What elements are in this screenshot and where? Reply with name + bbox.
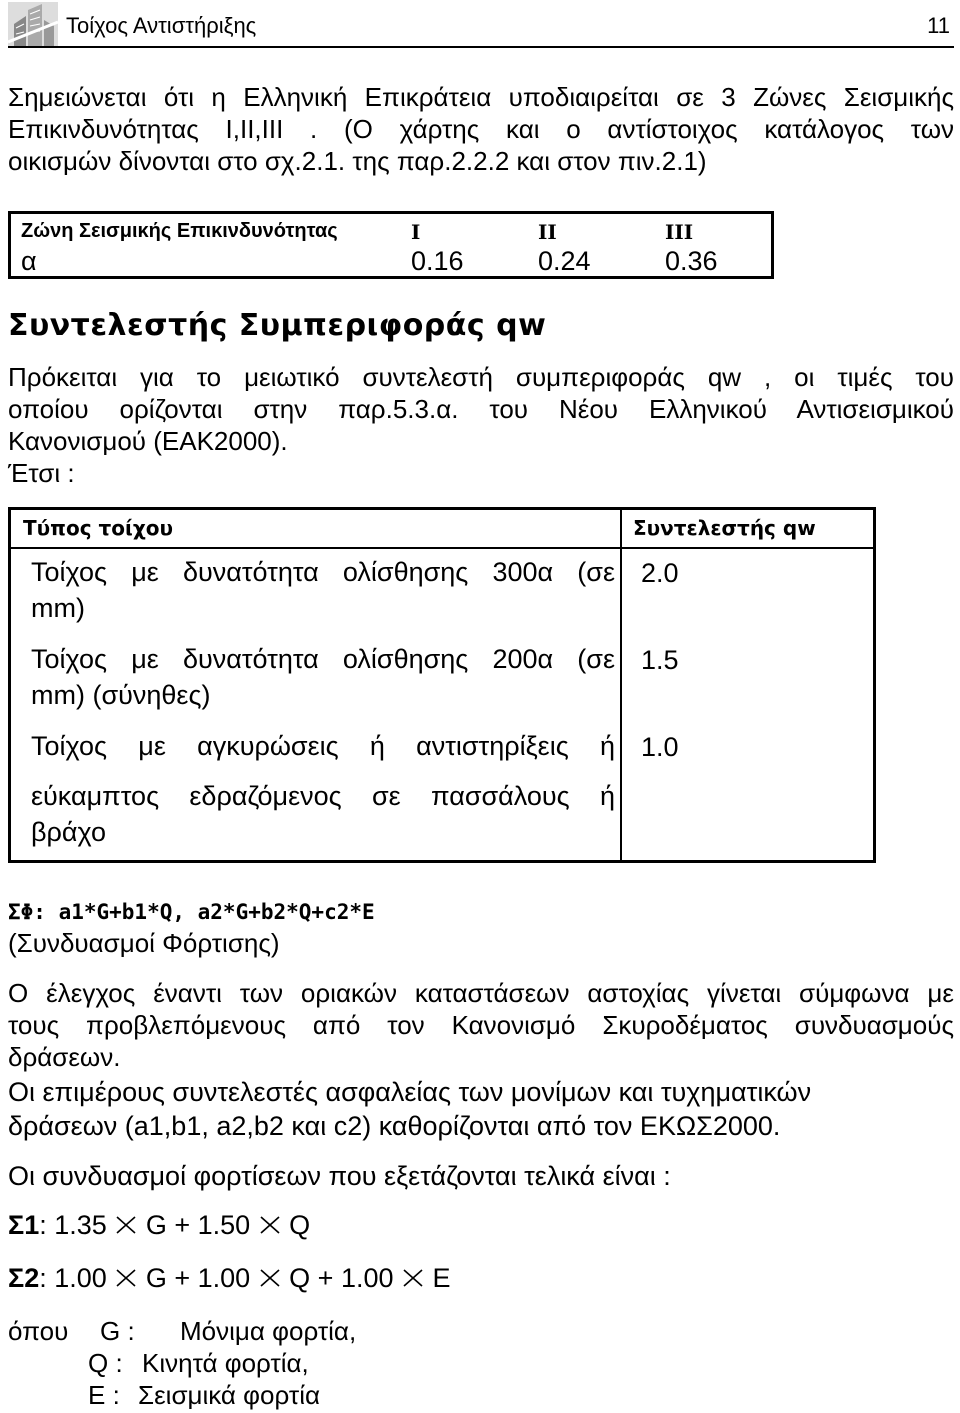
zone-value-1: 0.16	[411, 246, 464, 276]
legend-e-symbol: E :	[88, 1380, 120, 1410]
combination-s1-part-b: G + 1.50	[145, 1210, 251, 1240]
combination-s2	[8, 1263, 451, 1294]
times-icon	[114, 1267, 138, 1289]
combination-s2-label: Σ2	[8, 1263, 40, 1293]
legend-g-description: Μόνιμα φορτία,	[180, 1316, 357, 1346]
section-heading-qw: Συντελεστής Συμπεριφοράς qw	[8, 308, 547, 343]
wall-row-3-line-3: βράχο	[31, 817, 106, 847]
qw-line-3: Κανονισμού (ΕΑΚ2000).	[8, 426, 288, 456]
combination-s1	[8, 1210, 310, 1241]
zone-row-label: α	[21, 246, 37, 276]
times-icon	[401, 1267, 425, 1289]
wall-row-2-line-1: Τοίχος με δυνατότητα ολίσθησης 200α (σε	[31, 644, 615, 674]
check-line-1: Ο έλεγχος έναντι των οριακών καταστάσεων αστοχίας γίνεται σύμφωνα με	[8, 978, 954, 1008]
qw-line-4: Έτσι :	[8, 458, 75, 488]
legend-where: όπου	[8, 1316, 69, 1346]
wall-row-3-line-2: εύκαμπτος εδραζόμενος σε πασσάλους ή	[31, 781, 615, 811]
wall-row-2-line-2: mm) (σύνηθες)	[31, 680, 211, 710]
wall-row-1-value: 2.0	[641, 558, 679, 588]
seismic-zone-table	[8, 211, 774, 279]
zone-table-header-label: Ζώνη Σεισμικής Επικινδυνότητας	[21, 220, 338, 242]
page-header-title: Τοίχος Αντιστήριξης	[66, 13, 257, 38]
combination-s1-part-a: : 1.35	[39, 1210, 107, 1240]
intro-line-2: Επικινδυνότητας I,II,III . (Ο χάρτης και ο αντίστοιχος κατάλογος των	[8, 114, 954, 144]
wall-row-3-line-1: Τοίχος με αγκυρώσεις ή αντιστηρίξεις ή	[31, 731, 615, 761]
check-line-2: τους προβλεπόμενους από τον Κανονισμό Σκυροδέματος συνδυασμούς	[8, 1010, 954, 1040]
times-icon	[114, 1214, 138, 1236]
times-icon	[258, 1267, 282, 1289]
zone-value-2: 0.24	[538, 246, 591, 276]
intro-line-3: οικισμών δίνονται στο σχ.2.1. της παρ.2.2.2 και στον πιν.2.1)	[8, 146, 707, 176]
combination-s2-part-b: G + 1.00	[145, 1263, 251, 1293]
factors-line-2: δράσεων (a1,b1, a2,b2 και c2) καθορίζονται από τον ΕΚΩΣ2000.	[8, 1111, 781, 1141]
wall-row-1-line-2: mm)	[31, 593, 85, 623]
wall-type-table	[8, 507, 876, 863]
final-combinations-intro: Οι συνδυασμοί φορτίσεων που εξετάζονται τελικά είναι :	[8, 1161, 671, 1191]
zone-header-3: III	[665, 220, 694, 244]
zone-value-3: 0.36	[665, 246, 718, 276]
load-combination-formula: ΣΦ: a1*G+b1*Q, a2*G+b2*Q+c2*E	[8, 900, 375, 924]
page-number: 11	[927, 13, 950, 38]
wall-table-col2-header: Συντελεστής qw	[633, 516, 816, 540]
wall-row-2-value: 1.5	[641, 645, 679, 675]
legend-e-description: Σεισμικά φορτία	[138, 1380, 320, 1410]
wall-table-col1-header: Τύπος τοίχου	[23, 516, 173, 540]
combination-s2-part-c: Q + 1.00	[289, 1263, 394, 1293]
factors-line-1: Οι επιμέρους συντελεστές ασφαλείας των μονίμων και τυχηματικών	[8, 1077, 812, 1107]
wall-row-3-value: 1.0	[641, 732, 679, 762]
legend-q-symbol: Q :	[88, 1348, 123, 1378]
intro-line-1: Σημειώνεται ότι η Ελληνική Επικράτεια υποδιαιρείται σε 3 Ζώνες Σεισμικής	[8, 82, 954, 112]
combination-s2-part-a: : 1.00	[39, 1263, 107, 1293]
qw-line-2: οποίου ορίζονται στην παρ.5.3.α. του Νέου Ελληνικού Αντισεισμικού	[8, 394, 954, 424]
header-divider	[8, 46, 954, 48]
legend-q-description: Κινητά φορτία,	[142, 1348, 309, 1378]
combination-s1-label: Σ1	[8, 1210, 40, 1240]
load-combination-caption: (Συνδυασμοί Φόρτισης)	[8, 928, 280, 958]
building-logo-icon	[8, 2, 58, 48]
combination-s1-part-c: Q	[289, 1210, 311, 1240]
wall-table-column-divider	[620, 507, 622, 863]
combination-s2-part-d: E	[432, 1263, 451, 1293]
legend-g-symbol: G :	[100, 1316, 135, 1346]
zone-header-1: I	[411, 220, 421, 244]
wall-row-1-line-1: Τοίχος με δυνατότητα ολίσθησης 300α (σε	[31, 557, 615, 587]
times-icon	[258, 1214, 282, 1236]
qw-line-1: Πρόκειται για το μειωτικό συντελεστή συμπεριφοράς qw , οι τιμές του	[8, 362, 954, 392]
wall-table-header-divider	[8, 547, 876, 549]
check-line-3: δράσεων.	[8, 1042, 121, 1072]
zone-header-2: II	[538, 220, 557, 244]
